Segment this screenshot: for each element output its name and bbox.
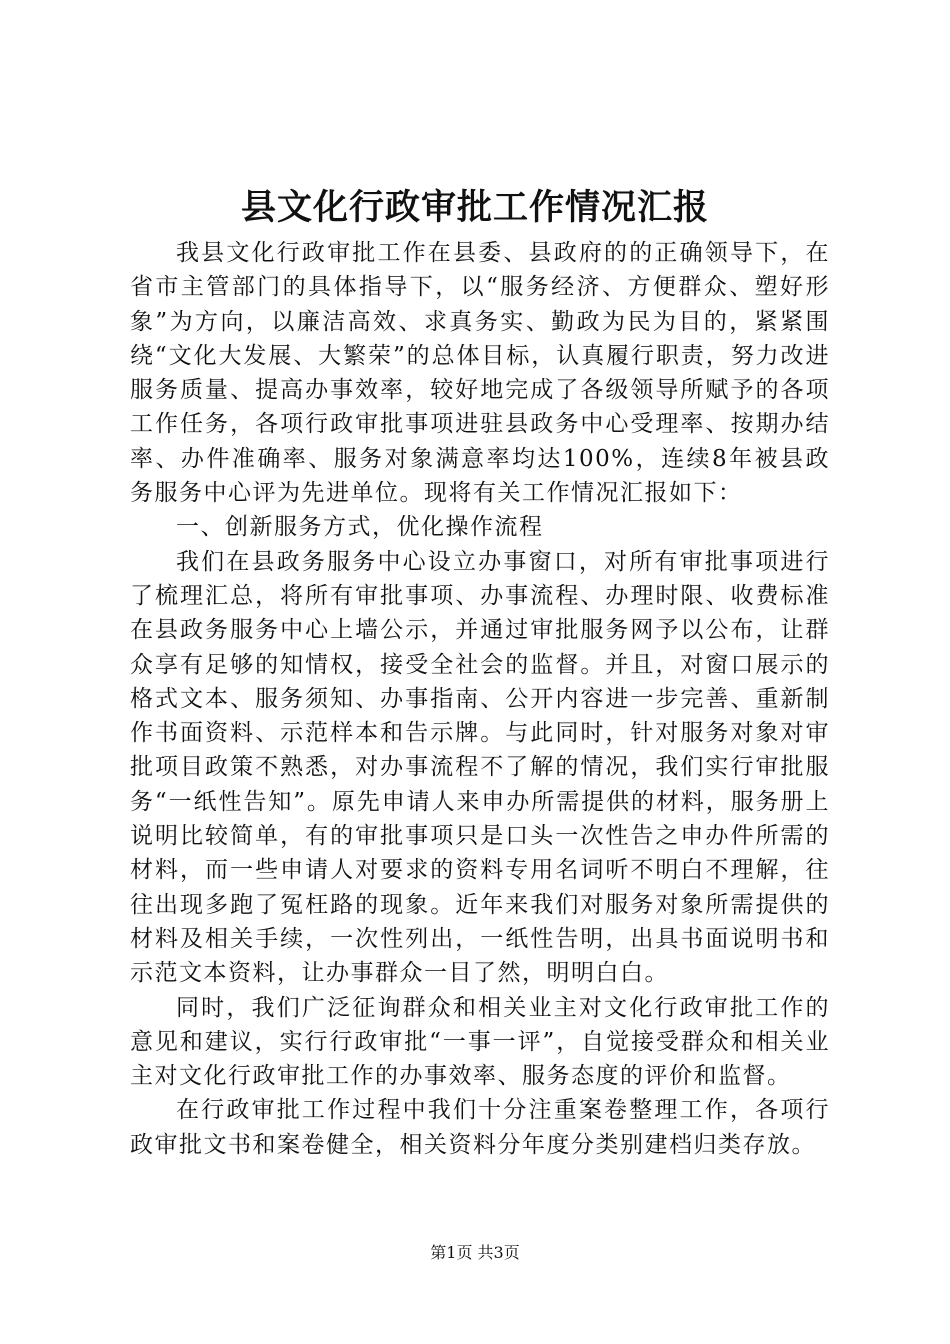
paragraph-archives: 在行政审批工作过程中我们十分注重案卷整理工作，各项行政审批文书和案卷健全，相关资料分年度分类别建档归类存放。 <box>130 1097 830 1158</box>
paragraph-service-window: 我们在县政务服务中心设立办事窗口，对所有审批事项进行了梳理汇总，将所有审批事项、办事流程、办理时限、收费标准在县政务服务中心上墙公示，并通过审批服务网予以公布，让群众享有足够的知情权，接受全社会的监督。并且，对窗口展示的格式文本、服务须知、办事指南、公开内容进一步完善、重新制作书面资料、示范样本和告示牌。与此同时，针对服务对象对审批项目政策不熟悉，对办事流程不了解的情况，我们实行审批服务“一纸性告知”。原先申请人来申办所需提供的材料，服务册上说明比较简单，有的审批事项只是口头一次性告之申办件所需的材料，而一些申请人对要求的资料专用名词听不明白不理解，往往出现多跑了冤枉路的现象。近年来我们对服务对象所需提供的材料及相关手续，一次性列出，一纸性告明，出具书面说明书和示范文本资料，让办事群众一目了然，明明白白。 <box>130 548 830 987</box>
paragraph-intro: 我县文化行政审批工作在县委、县政府的的正确领导下，在省市主管部门的具体指导下，以“服务经济、方便群众、塑好形象”为方向，以廉洁高效、求真务实、勤政为民为目的，紧紧围绕“文化大发展、大繁荣”的总体目标，认真履行职责，努力改进服务质量、提高办事效率，较好地完成了各级领导所赋予的各项工作任务，各项行政审批事项进驻县政务中心受理率、按期办结率、办件准确率、服务对象满意率均达100%，连续8年被县政务服务中心评为先进单位。现将有关工作情况汇报如下： <box>130 240 830 507</box>
document-title: 县文化行政审批工作情况汇报 <box>240 188 709 228</box>
paragraph-feedback: 同时，我们广泛征询群众和相关业主对文化行政审批工作的意见和建议，实行行政审批“一事一评”，自觉接受群众和相关业主对文化行政审批工作的办事效率、服务态度的评价和监督。 <box>130 994 830 1090</box>
section-heading-1: 一、创新服务方式，优化操作流程 <box>176 514 544 541</box>
page-footer: 第1页 共3页 <box>430 1243 520 1262</box>
document-body <box>130 236 830 1162</box>
